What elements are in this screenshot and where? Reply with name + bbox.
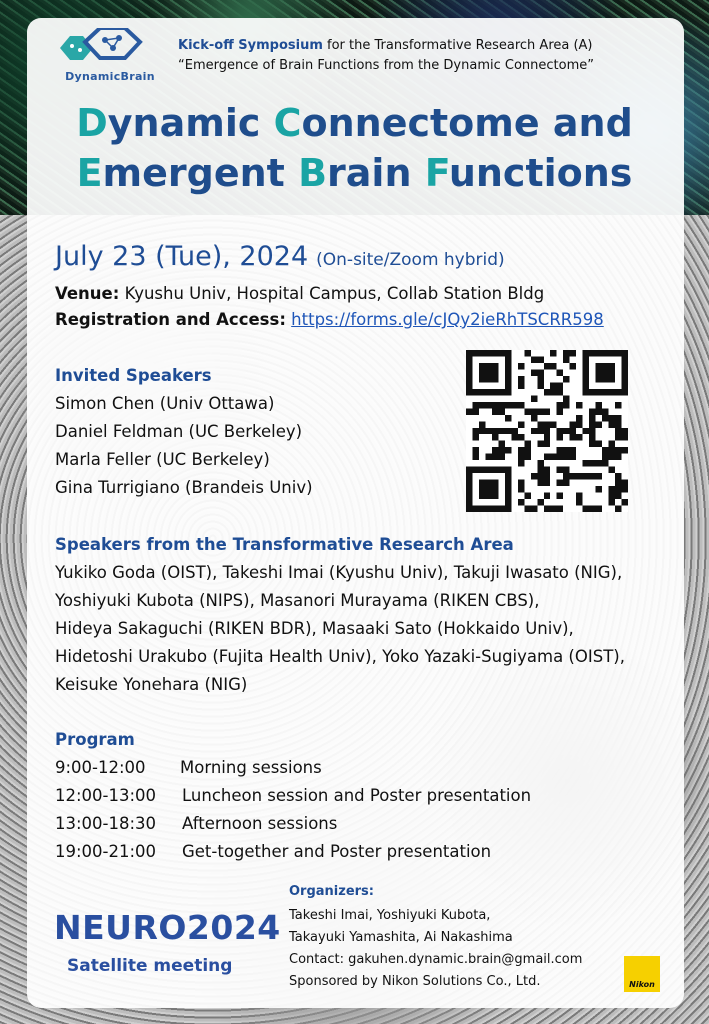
symposium-bold: Kick-off Symposium [178,38,323,53]
registration-link[interactable]: https://forms.gle/cJQy2ieRhTSCRR598 [291,310,604,329]
area-speakers-line: Hidetoshi Urakubo (Fujita Health Univ), Yoko Yazaki-Sugiyama (OIST), [55,647,625,666]
invited-speaker: Simon Chen (Univ Ottawa) [55,394,275,413]
program-desc: Afternoon sessions [182,814,338,833]
organizers-line: Takeshi Imai, Yoshiyuki Kubota, [289,908,491,923]
title-word: mergent [102,151,299,195]
invited-speaker: Gina Turrigiano (Brandeis Univ) [55,478,313,497]
venue-line [55,284,544,303]
invited-speakers-heading: Invited Speakers [55,366,212,385]
nikon-logo-text: Nikon [629,980,655,989]
title-initial-b: B [298,151,328,195]
program-desc: Get-together and Poster presentation [182,842,492,861]
area-speakers-line: Hideya Sakaguchi (RIKEN BDR), Masaaki Sato (Hokkaido Univ), [55,619,574,638]
organizers-heading: Organizers: [289,884,374,899]
title-word: unctions [448,151,633,195]
organizers-line: Takayuki Yamashita, Ai Nakashima [289,930,513,945]
research-area-subtitle: “Emergence of Brain Functions from the Dynamic Connectome” [178,58,594,73]
title-line-1 [20,101,689,145]
area-speakers-heading: Speakers from the Transformative Research Area [55,535,514,554]
title-word: ynamic [107,101,274,145]
venue-text: Kyushu Univ, Hospital Campus, Collab Station Bldg [119,284,545,303]
title-initial-c: C [273,101,302,145]
symposium-line [178,38,593,53]
venue-label: Venue: [55,284,120,303]
logo-text: DynamicBrain [65,70,155,83]
event-mode: (On-site/Zoom hybrid) [316,250,505,270]
title-word: onnectome and [301,101,633,145]
program-desc: Luncheon session and Poster presentation [182,786,532,805]
symposium-rest: for the Transformative Research Area (A) [322,38,593,53]
program-time: 19:00-21:00 [55,842,157,861]
program-desc: Morning sessions [180,758,322,777]
event-date [55,241,505,272]
invited-speaker: Daniel Feldman (UC Berkeley) [55,422,303,441]
area-speakers-line: Yoshiyuki Kubota (NIPS), Masanori Murayama (RIKEN CBS), [55,591,540,610]
title-initial-f: F [424,151,449,195]
contact-line: Contact: gakuhen.dynamic.brain@gmail.com [289,952,583,967]
title-initial-e: E [76,151,103,195]
area-speakers-line: Keisuke Yonehara (NIG) [55,675,248,694]
program-time: 13:00-18:30 [55,814,157,833]
sponsor-line: Sponsored by Nikon Solutions Co., Ltd. [289,974,541,989]
satellite-meeting-label: Satellite meeting [67,956,233,976]
title-line-2 [20,151,689,195]
neuro2024-logo: NEURO2024 [54,908,281,947]
area-speakers-line: Yukiko Goda (OIST), Takeshi Imai (Kyushu Univ), Takuji Iwasato (NIG), [55,563,623,582]
program-time: 12:00-13:00 [55,786,157,805]
title-word: rain [327,151,425,195]
program-heading: Program [55,730,135,749]
invited-speaker: Marla Feller (UC Berkeley) [55,450,270,469]
program-time: 9:00-12:00 [55,758,146,777]
registration-line [55,310,604,329]
qr-code-icon[interactable] [466,350,628,512]
title-initial-d: D [76,101,108,145]
registration-label: Registration and Access: [55,310,286,329]
date-text: July 23 (Tue), 2024 [55,241,309,272]
